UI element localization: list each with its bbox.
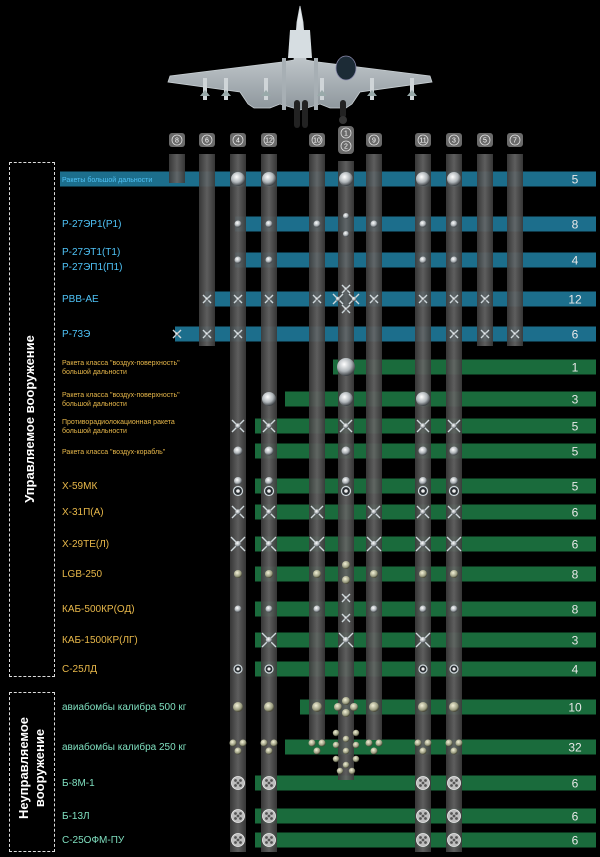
weapon-count: 3 xyxy=(571,633,579,648)
pylon-number-9 xyxy=(366,133,382,147)
bomb-icon xyxy=(353,756,359,762)
bomb-icon xyxy=(349,768,355,774)
missile-icon xyxy=(265,477,273,485)
weapon-label: Ракета класса "воздух-поверхность" xyxy=(62,360,180,367)
rocket-pod-icon xyxy=(263,834,276,847)
missile-icon xyxy=(451,606,458,613)
pylon-number-1 xyxy=(338,126,354,154)
pylon-label-7: 7 xyxy=(513,137,517,145)
bomb-icon xyxy=(261,740,268,747)
weapon-count: 6 xyxy=(571,537,579,552)
missile-icon xyxy=(450,477,458,485)
missile-icon xyxy=(343,213,349,219)
weapon-count: 6 xyxy=(571,776,579,791)
weapon-count: 12 xyxy=(568,292,582,307)
pylon-label-2: 2 xyxy=(344,143,348,151)
bomb-icon xyxy=(312,702,322,712)
missile-icon xyxy=(234,447,243,456)
bomb-icon xyxy=(343,736,349,742)
bomb-icon xyxy=(451,748,458,755)
weapon-count: 4 xyxy=(571,662,579,677)
bomb-icon xyxy=(353,730,359,736)
rocket-pod-icon xyxy=(232,834,245,847)
missile-icon xyxy=(339,392,353,406)
bomb-icon xyxy=(415,740,422,747)
weapon-count: 6 xyxy=(571,833,579,848)
pylon-bar xyxy=(338,161,354,780)
bomb-icon xyxy=(450,570,458,578)
missile-icon xyxy=(447,172,461,186)
weapon-count: 6 xyxy=(571,505,579,520)
rocket-pod-icon xyxy=(232,810,245,823)
missile-icon xyxy=(266,606,273,613)
weapon-label: Р-27ЭР1(Р1) xyxy=(62,219,122,230)
pylon-number-12 xyxy=(261,133,277,147)
bomb-icon xyxy=(265,570,273,578)
bomb-icon xyxy=(425,740,432,747)
pylon-bar xyxy=(477,154,493,346)
bomb-icon xyxy=(376,740,383,747)
bomb-icon xyxy=(342,576,350,584)
weapon-label: LGB-250 xyxy=(62,569,103,580)
pylon-number-10 xyxy=(309,133,325,147)
bomb-icon xyxy=(369,702,379,712)
rocket-pod-icon xyxy=(417,777,430,790)
missile-icon xyxy=(371,221,378,228)
missile-icon xyxy=(416,172,430,186)
missile-icon xyxy=(314,606,321,613)
bomb-icon xyxy=(266,748,273,755)
bomb-icon xyxy=(230,740,237,747)
missile-icon xyxy=(234,477,242,485)
weapon-label: КАБ-500КР(ОД) xyxy=(62,604,135,615)
pylon-number-7 xyxy=(507,133,523,147)
missile-nose-icon xyxy=(419,487,428,496)
bomb-icon xyxy=(333,730,339,736)
weapon-label-line2: большой дальности xyxy=(62,369,127,376)
weapon-count: 1 xyxy=(571,360,579,375)
bomb-icon xyxy=(449,702,459,712)
rocket-pod-icon xyxy=(417,834,430,847)
pylon-label-4: 4 xyxy=(236,137,240,145)
missile-icon xyxy=(266,257,273,264)
weapon-count: 5 xyxy=(571,479,579,494)
rocket-pod-icon xyxy=(448,777,461,790)
pylon-number-3 xyxy=(446,133,462,147)
bomb-icon xyxy=(313,570,321,578)
guided-weapons-label: Управляемое вооружение xyxy=(22,335,37,503)
pylon-label-3: 3 xyxy=(452,137,456,145)
bomb-icon xyxy=(264,702,274,712)
pylon-number-5 xyxy=(477,133,493,147)
rocket-pod-icon xyxy=(448,834,461,847)
missile-nose-icon xyxy=(265,665,273,673)
missile-icon xyxy=(262,392,276,406)
pylon-number-11 xyxy=(415,133,431,147)
rocket-pod-icon xyxy=(417,810,430,823)
missile-icon xyxy=(235,221,242,228)
pylon-bar xyxy=(199,154,215,346)
weapon-count: 8 xyxy=(571,217,579,232)
missile-icon xyxy=(337,358,355,376)
missile-icon xyxy=(450,447,459,456)
missile-icon xyxy=(419,477,427,485)
weapon-label-line2: Р-27ЭП1(П1) xyxy=(62,262,123,273)
rocket-pod-icon xyxy=(448,810,461,823)
rocket-pod-icon xyxy=(263,777,276,790)
bomb-icon xyxy=(319,740,326,747)
bomb-icon xyxy=(334,703,342,711)
pylon-number-4 xyxy=(230,133,246,147)
weapon-count: 8 xyxy=(571,567,579,582)
weapon-count: 4 xyxy=(571,253,579,268)
missile-icon xyxy=(235,606,242,613)
bomb-icon xyxy=(353,742,359,748)
weapon-label: Х-31П(А) xyxy=(62,507,104,518)
pylon-label-9: 9 xyxy=(372,137,376,145)
missile-nose-icon xyxy=(450,665,458,673)
missile-icon xyxy=(231,172,245,186)
weapon-label: Ракета класса "воздух-поверхность" xyxy=(62,392,180,399)
weapon-label: Р-27ЭТ1(Т1) xyxy=(62,247,121,258)
weapon-label: Б-13Л xyxy=(62,811,90,822)
missile-icon xyxy=(266,221,273,228)
missile-icon xyxy=(420,221,427,228)
bomb-icon xyxy=(240,740,247,747)
missile-icon xyxy=(420,606,427,613)
bomb-icon xyxy=(333,756,339,762)
bomb-icon xyxy=(314,748,321,755)
missile-nose-icon xyxy=(265,487,274,496)
bomb-icon xyxy=(233,702,243,712)
weapon-count: 6 xyxy=(571,327,579,342)
weapon-label-line2: большой дальности xyxy=(62,428,127,435)
missile-icon xyxy=(342,447,351,456)
weapon-label: Ракета класса "воздух-корабль" xyxy=(62,449,166,456)
bomb-icon xyxy=(456,740,463,747)
row-band xyxy=(285,740,596,755)
weapon-label-line2: большой дальности xyxy=(62,401,127,408)
missile-nose-icon xyxy=(342,487,351,496)
weapon-count: 6 xyxy=(571,809,579,824)
bomb-icon xyxy=(446,740,453,747)
weapon-label: РВВ-АЕ xyxy=(62,294,99,305)
missile-icon xyxy=(235,257,242,264)
weapon-count: 32 xyxy=(568,740,582,755)
pylon-label-8: 8 xyxy=(175,137,179,145)
pylon-number-8 xyxy=(169,133,185,147)
pylon-label-1: 1 xyxy=(344,130,348,138)
weapon-count: 10 xyxy=(568,700,582,715)
weapon-label: авиабомбы калибра 500 кг xyxy=(62,702,187,713)
weapon-count: 5 xyxy=(571,444,579,459)
weapon-label: Х-59МК xyxy=(62,481,98,492)
pylon-bar xyxy=(309,154,325,740)
weapon-label: Р-73Э xyxy=(62,329,91,340)
bomb-icon xyxy=(333,742,339,748)
weapon-count: 5 xyxy=(571,419,579,434)
missile-icon xyxy=(419,447,428,456)
missile-icon xyxy=(339,172,353,186)
weapon-count: 3 xyxy=(571,392,579,407)
pylon-label-5: 5 xyxy=(483,137,487,145)
bomb-icon xyxy=(235,748,242,755)
weapon-label: Б-8М-1 xyxy=(62,778,95,789)
aircraft-silhouette-icon xyxy=(168,6,432,128)
pylon-bar xyxy=(507,154,523,346)
row-band xyxy=(285,392,596,407)
bomb-icon xyxy=(343,748,349,754)
bomb-icon xyxy=(342,709,350,717)
missile-icon xyxy=(314,221,321,228)
missile-nose-icon xyxy=(450,487,459,496)
unguided-weapons-label: Неуправляемое вооружение xyxy=(16,716,47,820)
pylon-number-6 xyxy=(199,133,215,147)
pylon-label-12: 12 xyxy=(265,137,273,145)
weapon-label: Ракеты большой дальности xyxy=(62,177,153,184)
weapon-label: С-25ОФМ-ПУ xyxy=(62,835,125,846)
missile-icon xyxy=(265,447,274,456)
bomb-icon xyxy=(371,748,378,755)
rocket-pod-icon xyxy=(263,810,276,823)
missile-icon xyxy=(416,392,430,406)
bomb-icon xyxy=(309,740,316,747)
weapon-label: авиабомбы калибра 250 кг xyxy=(62,742,187,753)
weapon-count: 8 xyxy=(571,602,579,617)
pylon-bar xyxy=(366,154,382,740)
missile-icon xyxy=(420,257,427,264)
pylon-label-10: 10 xyxy=(313,137,321,145)
weapon-label: С-25ЛД xyxy=(62,664,98,675)
missile-icon xyxy=(262,172,276,186)
pylon-bar xyxy=(169,154,185,183)
missile-icon xyxy=(342,477,350,485)
bomb-icon xyxy=(418,702,428,712)
weapon-label: Противорадиолокационная ракета xyxy=(62,419,175,426)
weapon-label: КАБ-1500КР(ЛГ) xyxy=(62,635,138,646)
rocket-pod-icon xyxy=(232,777,245,790)
weapon-label: Х-29ТЕ(Л) xyxy=(62,539,110,550)
bomb-icon xyxy=(350,703,358,711)
bomb-icon xyxy=(234,570,242,578)
missile-nose-icon xyxy=(234,665,242,673)
pylon-label-11: 11 xyxy=(419,137,427,145)
missile-icon xyxy=(451,221,458,228)
weapon-count: 5 xyxy=(571,172,579,187)
bomb-icon xyxy=(370,570,378,578)
missile-icon xyxy=(451,257,458,264)
bomb-icon xyxy=(419,570,427,578)
missile-icon xyxy=(343,231,349,237)
missile-icon xyxy=(371,606,378,613)
bomb-icon xyxy=(420,748,427,755)
bomb-icon xyxy=(342,561,350,569)
bomb-icon xyxy=(343,762,349,768)
bomb-icon xyxy=(271,740,278,747)
missile-nose-icon xyxy=(419,665,427,673)
bomb-icon xyxy=(366,740,373,747)
pylon-label-6: 6 xyxy=(205,137,209,145)
bomb-icon xyxy=(342,697,350,705)
missile-nose-icon xyxy=(234,487,243,496)
bomb-icon xyxy=(337,768,343,774)
